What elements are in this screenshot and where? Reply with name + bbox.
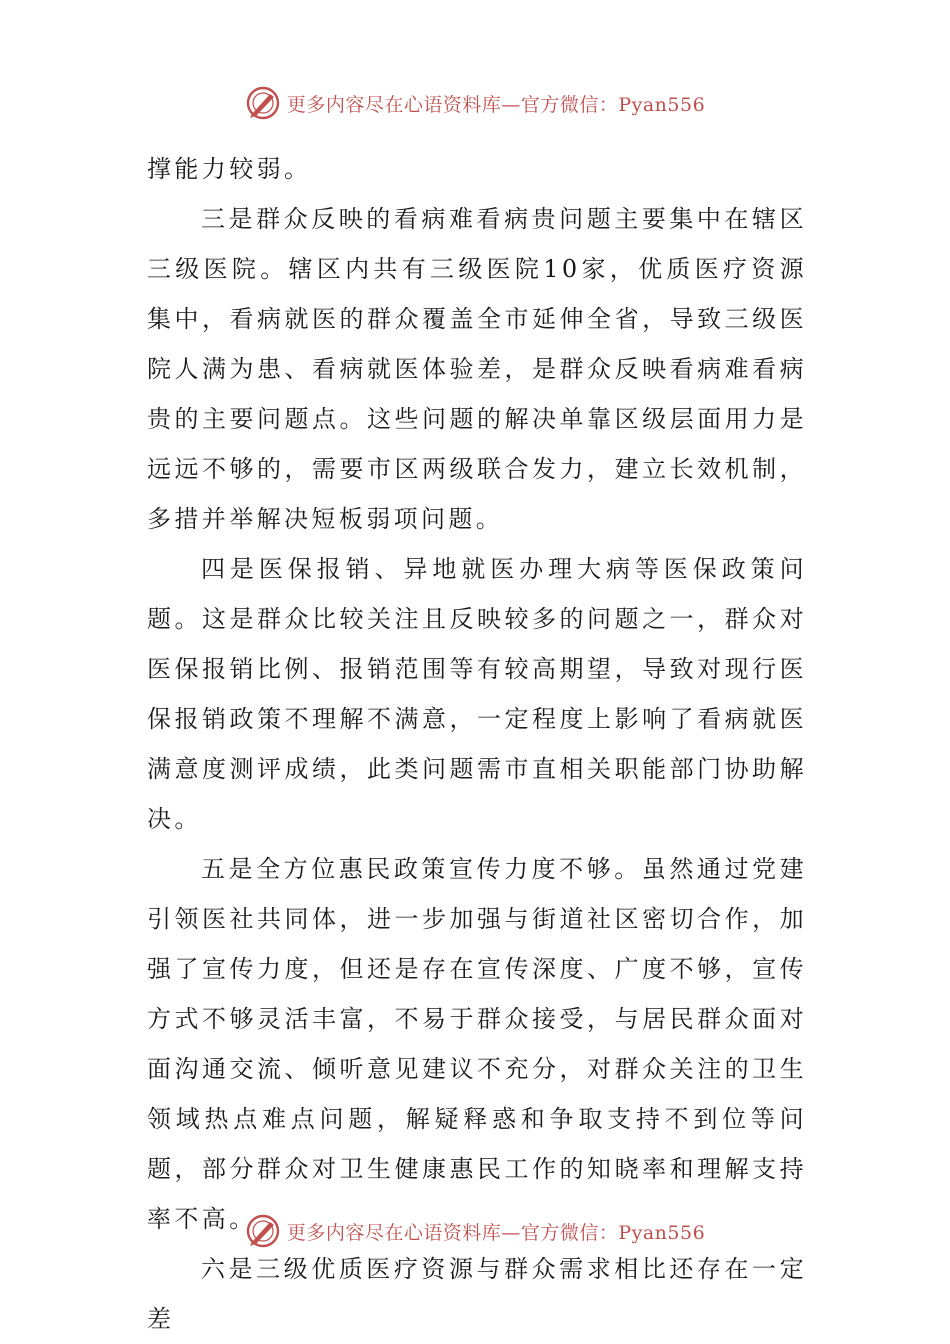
watermark-text: 更多内容尽在心语资料库—官方微信：Pyan556 (286, 93, 706, 116)
footer-watermark (0, 1211, 950, 1251)
header-watermark (0, 83, 950, 123)
pen-logo-icon (245, 85, 281, 121)
document-body (147, 144, 807, 1344)
watermark-text: 更多内容尽在心语资料库—官方微信：Pyan556 (286, 1221, 706, 1244)
paragraph-4: 五是全方位惠民政策宣传力度不够。虽然通过党建引领医社共同体，进一步加强与街道社区密切合作，加强了宣传力度，但还是存在宣传深度、广度不够，宣传方式不够灵活丰富，不易于群众接受，与居民群众面对面沟通交流、倾听意见建议不充分，对群众关注的卫生领域热点难点问题，解疑释惑和争取支持不到位等问题，部分群众对卫生健康惠民工作的知晓率和理解支持率不高。 (147, 855, 807, 1233)
paragraph-1: 撑能力较弱。 (147, 155, 312, 183)
paragraph-3: 四是医保报销、异地就医办理大病等医保政策问题。这是群众比较关注且反映较多的问题之一，群众对医保报销比例、报销范围等有较高期望，导致对现行医保报销政策不理解不满意，一定程度上影响了看病就医满意度测评成绩，此类问题需市直相关职能部门协助解决。 (147, 555, 807, 833)
paragraph-2: 三是群众反映的看病难看病贵问题主要集中在辖区三级医院。辖区内共有三级医院10家，优质医疗资源集中，看病就医的群众覆盖全市延伸全省，导致三级医院人满为患、看病就医体验差，是群众反映看病难看病贵的主要问题点。这些问题的解决单靠区级层面用力是远远不够的，需要市区两级联合发力，建立长效机制，多措并举解决短板弱项问题。 (147, 205, 807, 533)
pen-logo-icon (245, 1213, 281, 1249)
paragraph-5: 六是三级优质医疗资源与群众需求相比还存在一定差 (147, 1255, 807, 1333)
